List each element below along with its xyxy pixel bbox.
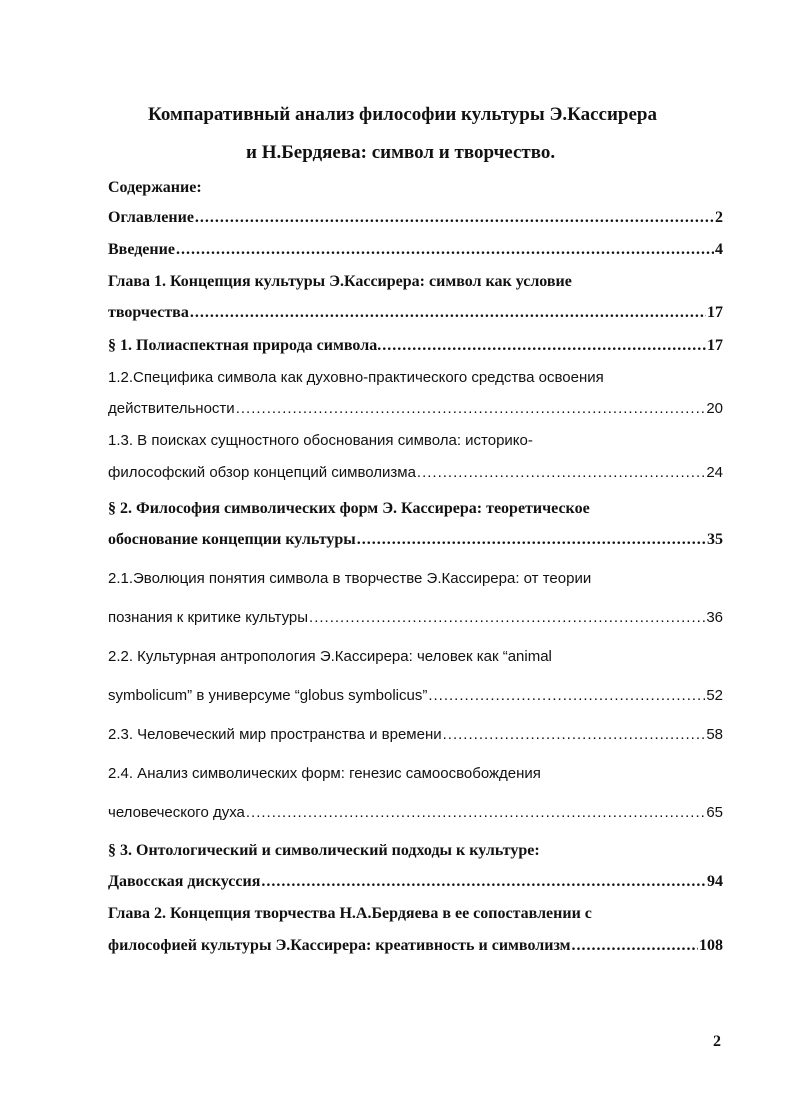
toc-entry-title: обоснование концепции культуры [108,531,356,548]
toc-entry-chapter-2-line-1: Глава 2. Концепция творчества Н.А.Бердяева в ее сопоставлении с [108,905,592,922]
toc-leader-dots [428,687,705,704]
toc-entry-title: 2.3. Человеческий мир пространства и времени [108,726,442,743]
toc-entry-table-of-contents [108,209,723,227]
toc-leader-dots [190,304,706,322]
toc-entry-chapter-2 [108,937,723,955]
toc-entry-page: 58 [706,726,723,743]
toc-leader-dots [572,937,698,955]
toc-entry-title: философский обзор концепций символизма [108,464,416,481]
toc-leader-dots [246,804,705,821]
toc-entry-2-4-line-1: 2.4. Анализ символических форм: генезис самоосвобождения [108,765,541,782]
toc-entry-title: философией культуры Э.Кассирера: креативность и символизм [108,937,571,954]
toc-entry-chapter-1 [108,304,723,322]
toc-entry-2-1 [108,609,723,626]
contents-heading: Содержание: [108,179,202,196]
toc-entry-title: человеческого духа [108,804,245,821]
toc-entry-page: 24 [706,464,723,481]
toc-entry-1-2-line-1: 1.2.Специфика символа как духовно-практического средства освоения [108,369,604,386]
toc-entry-section-3 [108,873,723,891]
toc-entry-2-2-line-1: 2.2. Культурная антропология Э.Кассирера: человек как “animal [108,648,552,665]
toc-entry-title: Оглавление [108,209,194,226]
toc-leader-dots [357,531,706,549]
toc-entry-section-2 [108,531,723,549]
toc-entry-section-2-line-1: § 2. Философия символических форм Э. Кассирера: теоретическое [108,500,590,517]
toc-entry-page: 20 [706,400,723,417]
toc-entry-page: 36 [706,609,723,626]
toc-leader-dots [195,209,714,227]
toc-entry-1-3-line-1: 1.3. В поисках сущностного обоснования символа: историко- [108,432,533,449]
toc-entry-page: 2 [715,209,723,226]
toc-leader-dots [382,337,706,355]
toc-entry-page: 65 [706,804,723,821]
toc-leader-dots [309,609,705,626]
toc-entry-page: 94 [707,873,723,890]
toc-entry-title: познания к критике культуры [108,609,309,626]
toc-entry-2-1-line-1: 2.1.Эволюция понятия символа в творчестве Э.Кассирера: от теории [108,570,592,587]
toc-leader-dots [261,873,706,891]
toc-entry-2-3 [108,726,723,743]
page-number: 2 [713,1033,721,1050]
toc-entry-section-3-line-1: § 3. Онтологический и символический подходы к культуре: [108,842,540,859]
toc-entry-2-2 [108,687,723,704]
toc-entry-title: symbolicum” в универсуме “globus symbolicus” [108,687,428,704]
toc-leader-dots [176,241,714,259]
toc-entry-page: 108 [699,937,723,954]
toc-entry-page: 52 [706,687,723,704]
toc-entry-introduction [108,241,723,259]
toc-entry-page: 17 [707,337,723,354]
toc-entry-title: творчества [108,304,189,321]
toc-leader-dots [236,400,706,417]
title-line-1: Компаративный анализ философии культуры Э.Кассирера [148,104,658,125]
toc-entry-page: 35 [707,531,723,548]
toc-leader-dots [443,726,706,743]
toc-entry-title: Давосская дискуссия [108,873,261,890]
toc-entry-title: действительности [108,400,235,417]
toc-entry-page: 4 [715,241,723,258]
toc-entry-1-2 [108,400,723,417]
toc-entry-title: § 1. Полиаспектная природа символа. [108,337,382,354]
toc-leader-dots [417,464,705,481]
toc-entry-chapter-1-line-1: Глава 1. Концепция культуры Э.Кассирера: символ как условие [108,273,572,290]
title-line-2: и Н.Бердяева: символ и творчество. [246,142,556,163]
toc-entry-section-1 [108,337,723,355]
toc-entry-2-4 [108,804,723,821]
toc-entry-page: 17 [707,304,723,321]
toc-entry-title: Введение [108,241,175,258]
toc-entry-1-3 [108,464,723,481]
